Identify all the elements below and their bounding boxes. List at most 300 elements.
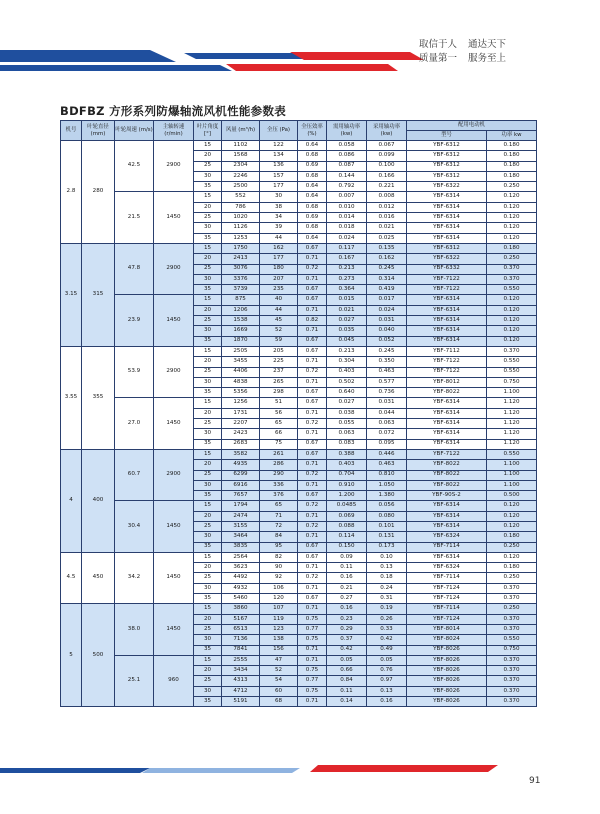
cell-airflow: 1731 bbox=[222, 408, 260, 418]
cell-blade-angle: 20 bbox=[194, 408, 222, 418]
cell-motor-power: 0.250 bbox=[487, 182, 537, 192]
cell-pressure: 136 bbox=[260, 161, 298, 171]
cell-motor-power: 1.120 bbox=[487, 398, 537, 408]
col-header-motor-type: 型号 bbox=[407, 131, 487, 141]
cell-used-power: 0.24 bbox=[367, 583, 407, 593]
cell-motor-power: 0.120 bbox=[487, 501, 537, 511]
cell-impeller-diameter: 400 bbox=[82, 449, 115, 552]
cell-tip-speed: 53.9 bbox=[115, 346, 154, 397]
cell-shaft-power: 0.038 bbox=[327, 408, 367, 418]
cell-motor-power: 0.370 bbox=[487, 594, 537, 604]
cell-blade-angle: 35 bbox=[194, 233, 222, 243]
cell-used-power: 0.095 bbox=[367, 439, 407, 449]
cell-used-power: 0.166 bbox=[367, 171, 407, 181]
cell-used-power: 0.31 bbox=[367, 594, 407, 604]
cell-used-power: 0.810 bbox=[367, 470, 407, 480]
cell-pressure: 71 bbox=[260, 511, 298, 521]
col-header-motor: 配用电动机 bbox=[407, 121, 537, 131]
cell-pressure: 84 bbox=[260, 532, 298, 542]
cell-used-power: 0.080 bbox=[367, 511, 407, 521]
cell-efficiency: 0.64 bbox=[298, 141, 327, 151]
cell-blade-angle: 15 bbox=[194, 604, 222, 614]
cell-used-power: 0.16 bbox=[367, 697, 407, 707]
cell-airflow: 1206 bbox=[222, 305, 260, 315]
cell-efficiency: 0.67 bbox=[298, 439, 327, 449]
cell-blade-angle: 15 bbox=[194, 655, 222, 665]
cell-pressure: 235 bbox=[260, 285, 298, 295]
cell-airflow: 4838 bbox=[222, 377, 260, 387]
cell-shaft-power: 0.23 bbox=[327, 614, 367, 624]
cell-blade-angle: 20 bbox=[194, 305, 222, 315]
cell-airflow: 3739 bbox=[222, 285, 260, 295]
cell-blade-angle: 25 bbox=[194, 573, 222, 583]
cell-shaft-power: 0.069 bbox=[327, 511, 367, 521]
cell-airflow: 2683 bbox=[222, 439, 260, 449]
table-row bbox=[61, 398, 537, 408]
cell-efficiency: 0.71 bbox=[298, 357, 327, 367]
cell-used-power: 0.245 bbox=[367, 346, 407, 356]
col-header-tip-speed: 叶轮周速 (m/s) bbox=[115, 121, 154, 141]
cell-motor-type: YBF-6314 bbox=[407, 511, 487, 521]
cell-pressure: 138 bbox=[260, 635, 298, 645]
cell-efficiency: 0.69 bbox=[298, 161, 327, 171]
cell-blade-angle: 30 bbox=[194, 429, 222, 439]
cell-motor-type: YBF-6314 bbox=[407, 233, 487, 243]
cell-motor-type: YBF-6312 bbox=[407, 243, 487, 253]
cell-motor-power: 0.250 bbox=[487, 542, 537, 552]
cell-blade-angle: 35 bbox=[194, 594, 222, 604]
cell-pressure: 40 bbox=[260, 295, 298, 305]
cell-blade-angle: 25 bbox=[194, 316, 222, 326]
cell-spindle-speed: 2900 bbox=[154, 141, 194, 192]
cell-efficiency: 0.72 bbox=[298, 264, 327, 274]
cell-efficiency: 0.72 bbox=[298, 470, 327, 480]
cell-airflow: 4935 bbox=[222, 460, 260, 470]
cell-airflow: 6299 bbox=[222, 470, 260, 480]
cell-used-power: 0.025 bbox=[367, 233, 407, 243]
cell-efficiency: 0.71 bbox=[298, 408, 327, 418]
cell-motor-power: 1.100 bbox=[487, 480, 537, 490]
cell-blade-angle: 20 bbox=[194, 254, 222, 264]
cell-shaft-power: 0.007 bbox=[327, 192, 367, 202]
cell-impeller-diameter: 450 bbox=[82, 552, 115, 603]
cell-used-power: 0.016 bbox=[367, 213, 407, 223]
cell-airflow: 1253 bbox=[222, 233, 260, 243]
cell-blade-angle: 30 bbox=[194, 223, 222, 233]
cell-motor-type: YBF-8026 bbox=[407, 666, 487, 676]
cell-motor-power: 0.180 bbox=[487, 151, 537, 161]
cell-pressure: 47 bbox=[260, 655, 298, 665]
cell-airflow: 4492 bbox=[222, 573, 260, 583]
cell-motor-type: YBF-7112 bbox=[407, 346, 487, 356]
cell-pressure: 177 bbox=[260, 182, 298, 192]
cell-efficiency: 0.72 bbox=[298, 367, 327, 377]
cell-used-power: 0.245 bbox=[367, 264, 407, 274]
cell-motor-power: 0.550 bbox=[487, 635, 537, 645]
cell-used-power: 0.26 bbox=[367, 614, 407, 624]
cell-spindle-speed: 2900 bbox=[154, 346, 194, 397]
col-header-efficiency: 全压效率 (%) bbox=[298, 121, 327, 141]
cell-motor-type: YBF-6314 bbox=[407, 408, 487, 418]
cell-pressure: 30 bbox=[260, 192, 298, 202]
cell-motor-power: 1.120 bbox=[487, 419, 537, 429]
cell-motor-type: YBF-6314 bbox=[407, 305, 487, 315]
cell-efficiency: 0.68 bbox=[298, 202, 327, 212]
cell-motor-power: 0.370 bbox=[487, 264, 537, 274]
cell-motor-type: YBF-7122 bbox=[407, 285, 487, 295]
cell-blade-angle: 35 bbox=[194, 542, 222, 552]
cell-blade-angle: 15 bbox=[194, 295, 222, 305]
cell-airflow: 3376 bbox=[222, 274, 260, 284]
cell-blade-angle: 25 bbox=[194, 367, 222, 377]
cell-used-power: 0.100 bbox=[367, 161, 407, 171]
slogan: 取信于人 bbox=[419, 39, 458, 50]
cell-motor-type: YBF-6324 bbox=[407, 532, 487, 542]
cell-blade-angle: 25 bbox=[194, 521, 222, 531]
cell-model: 2.8 bbox=[61, 141, 82, 244]
cell-airflow: 3464 bbox=[222, 532, 260, 542]
cell-blade-angle: 15 bbox=[194, 449, 222, 459]
cell-efficiency: 0.67 bbox=[298, 491, 327, 501]
cell-motor-power: 0.180 bbox=[487, 243, 537, 253]
cell-motor-type: YBF-8026 bbox=[407, 697, 487, 707]
cell-efficiency: 0.71 bbox=[298, 563, 327, 573]
cell-motor-type: YBF-6312 bbox=[407, 141, 487, 151]
cell-airflow: 6513 bbox=[222, 624, 260, 634]
cell-motor-power: 0.120 bbox=[487, 336, 537, 346]
cell-airflow: 3623 bbox=[222, 563, 260, 573]
cell-motor-type: YBF-6324 bbox=[407, 563, 487, 573]
cell-efficiency: 0.68 bbox=[298, 171, 327, 181]
cell-motor-power: 0.120 bbox=[487, 213, 537, 223]
cell-airflow: 2246 bbox=[222, 171, 260, 181]
cell-used-power: 0.052 bbox=[367, 336, 407, 346]
cell-blade-angle: 30 bbox=[194, 532, 222, 542]
cell-shaft-power: 0.16 bbox=[327, 604, 367, 614]
cell-efficiency: 0.71 bbox=[298, 460, 327, 470]
cell-motor-type: YBF-6314 bbox=[407, 439, 487, 449]
cell-pressure: 376 bbox=[260, 491, 298, 501]
cell-pressure: 44 bbox=[260, 305, 298, 315]
cell-pressure: 177 bbox=[260, 254, 298, 264]
cell-tip-speed: 42.5 bbox=[115, 141, 154, 192]
cell-motor-type: YBF-8022 bbox=[407, 480, 487, 490]
cell-efficiency: 0.75 bbox=[298, 635, 327, 645]
cell-shaft-power: 0.14 bbox=[327, 697, 367, 707]
cell-blade-angle: 35 bbox=[194, 388, 222, 398]
cell-shaft-power: 0.035 bbox=[327, 326, 367, 336]
cell-motor-type: YBF-6322 bbox=[407, 254, 487, 264]
cell-blade-angle: 15 bbox=[194, 398, 222, 408]
cell-pressure: 75 bbox=[260, 439, 298, 449]
cell-pressure: 34 bbox=[260, 213, 298, 223]
cell-shaft-power: 0.66 bbox=[327, 666, 367, 676]
cell-efficiency: 0.71 bbox=[298, 254, 327, 264]
cell-blade-angle: 20 bbox=[194, 563, 222, 573]
cell-efficiency: 0.68 bbox=[298, 223, 327, 233]
cell-pressure: 261 bbox=[260, 449, 298, 459]
cell-airflow: 1794 bbox=[222, 501, 260, 511]
col-header-shaft-power: 需用轴功率 (kw) bbox=[327, 121, 367, 141]
cell-motor-power: 1.120 bbox=[487, 408, 537, 418]
cell-used-power: 0.008 bbox=[367, 192, 407, 202]
slogan: 通达天下 bbox=[468, 39, 507, 50]
col-header-model: 机号 bbox=[61, 121, 82, 141]
cell-blade-angle: 30 bbox=[194, 686, 222, 696]
cell-motor-power: 0.500 bbox=[487, 491, 537, 501]
cell-shaft-power: 0.84 bbox=[327, 676, 367, 686]
table-row bbox=[61, 552, 537, 562]
cell-tip-speed: 25.1 bbox=[115, 655, 154, 706]
cell-pressure: 286 bbox=[260, 460, 298, 470]
cell-efficiency: 0.72 bbox=[298, 521, 327, 531]
cell-airflow: 5191 bbox=[222, 697, 260, 707]
cell-tip-speed: 27.0 bbox=[115, 398, 154, 449]
cell-airflow: 3155 bbox=[222, 521, 260, 531]
cell-blade-angle: 20 bbox=[194, 460, 222, 470]
cell-efficiency: 0.64 bbox=[298, 182, 327, 192]
cell-efficiency: 0.69 bbox=[298, 213, 327, 223]
cell-shaft-power: 0.027 bbox=[327, 316, 367, 326]
cell-used-power: 0.072 bbox=[367, 429, 407, 439]
page-number: 91 bbox=[529, 776, 541, 786]
cell-pressure: 56 bbox=[260, 408, 298, 418]
cell-airflow: 2413 bbox=[222, 254, 260, 264]
cell-pressure: 45 bbox=[260, 316, 298, 326]
cell-used-power: 0.135 bbox=[367, 243, 407, 253]
cell-efficiency: 0.71 bbox=[298, 429, 327, 439]
cell-shaft-power: 0.024 bbox=[327, 233, 367, 243]
page-title: BDFBZ 方形系列防爆轴流风机性能参数表 bbox=[60, 104, 287, 118]
cell-motor-power: 0.120 bbox=[487, 295, 537, 305]
cell-motor-type: YBF-8022 bbox=[407, 470, 487, 480]
cell-blade-angle: 35 bbox=[194, 285, 222, 295]
cell-efficiency: 0.71 bbox=[298, 480, 327, 490]
cell-motor-type: YBF-6314 bbox=[407, 326, 487, 336]
cell-blade-angle: 20 bbox=[194, 151, 222, 161]
cell-spindle-speed: 1450 bbox=[154, 552, 194, 603]
cell-efficiency: 0.67 bbox=[298, 388, 327, 398]
cell-pressure: 82 bbox=[260, 552, 298, 562]
table-row bbox=[61, 141, 537, 151]
cell-efficiency: 0.67 bbox=[298, 346, 327, 356]
cell-airflow: 5356 bbox=[222, 388, 260, 398]
cell-used-power: 0.10 bbox=[367, 552, 407, 562]
cell-shaft-power: 0.0485 bbox=[327, 501, 367, 511]
cell-motor-type: YBF-7114 bbox=[407, 573, 487, 583]
cell-efficiency: 0.68 bbox=[298, 151, 327, 161]
cell-used-power: 0.463 bbox=[367, 367, 407, 377]
cell-used-power: 0.021 bbox=[367, 223, 407, 233]
cell-shaft-power: 0.11 bbox=[327, 563, 367, 573]
cell-motor-power: 0.120 bbox=[487, 511, 537, 521]
cell-blade-angle: 20 bbox=[194, 202, 222, 212]
cell-used-power: 0.012 bbox=[367, 202, 407, 212]
cell-used-power: 0.13 bbox=[367, 563, 407, 573]
cell-pressure: 65 bbox=[260, 501, 298, 511]
cell-airflow: 2555 bbox=[222, 655, 260, 665]
cell-motor-power: 0.120 bbox=[487, 192, 537, 202]
cell-efficiency: 0.75 bbox=[298, 614, 327, 624]
cell-blade-angle: 25 bbox=[194, 264, 222, 274]
cell-tip-speed: 38.0 bbox=[115, 604, 154, 655]
cell-shaft-power: 0.055 bbox=[327, 419, 367, 429]
col-header-blade-angle: 叶片角度 [°] bbox=[194, 121, 222, 141]
cell-motor-type: YBF-6314 bbox=[407, 429, 487, 439]
cell-motor-power: 0.370 bbox=[487, 583, 537, 593]
cell-motor-type: YBF-6332 bbox=[407, 264, 487, 274]
cell-shaft-power: 0.018 bbox=[327, 223, 367, 233]
cell-airflow: 6916 bbox=[222, 480, 260, 490]
cell-used-power: 0.067 bbox=[367, 141, 407, 151]
cell-motor-power: 0.180 bbox=[487, 563, 537, 573]
cell-efficiency: 0.71 bbox=[298, 274, 327, 284]
cell-used-power: 0.33 bbox=[367, 624, 407, 634]
cell-model: 5 bbox=[61, 604, 82, 707]
cell-shaft-power: 0.910 bbox=[327, 480, 367, 490]
cell-pressure: 52 bbox=[260, 326, 298, 336]
cell-efficiency: 0.72 bbox=[298, 419, 327, 429]
cell-blade-angle: 15 bbox=[194, 141, 222, 151]
cell-efficiency: 0.64 bbox=[298, 192, 327, 202]
cell-pressure: 107 bbox=[260, 604, 298, 614]
cell-motor-type: YBF-7124 bbox=[407, 583, 487, 593]
slogan: 服务至上 bbox=[468, 53, 507, 64]
cell-motor-power: 0.370 bbox=[487, 655, 537, 665]
cell-pressure: 162 bbox=[260, 243, 298, 253]
cell-blade-angle: 25 bbox=[194, 161, 222, 171]
cell-pressure: 92 bbox=[260, 573, 298, 583]
cell-motor-power: 0.180 bbox=[487, 171, 537, 181]
cell-airflow: 552 bbox=[222, 192, 260, 202]
cell-used-power: 0.017 bbox=[367, 295, 407, 305]
cell-shaft-power: 0.014 bbox=[327, 213, 367, 223]
cell-motor-power: 0.370 bbox=[487, 274, 537, 284]
cell-used-power: 0.101 bbox=[367, 521, 407, 531]
cell-airflow: 2423 bbox=[222, 429, 260, 439]
cell-used-power: 1.050 bbox=[367, 480, 407, 490]
cell-motor-type: YBF-7122 bbox=[407, 449, 487, 459]
cell-shaft-power: 0.010 bbox=[327, 202, 367, 212]
cell-shaft-power: 0.114 bbox=[327, 532, 367, 542]
cell-spindle-speed: 1450 bbox=[154, 604, 194, 655]
cell-motor-power: 0.550 bbox=[487, 449, 537, 459]
cell-airflow: 1126 bbox=[222, 223, 260, 233]
cell-efficiency: 0.71 bbox=[298, 511, 327, 521]
cell-shaft-power: 0.304 bbox=[327, 357, 367, 367]
cell-shaft-power: 0.213 bbox=[327, 346, 367, 356]
cell-pressure: 106 bbox=[260, 583, 298, 593]
cell-shaft-power: 0.11 bbox=[327, 686, 367, 696]
cell-blade-angle: 15 bbox=[194, 243, 222, 253]
cell-used-power: 0.42 bbox=[367, 635, 407, 645]
cell-blade-angle: 25 bbox=[194, 624, 222, 634]
cell-impeller-diameter: 355 bbox=[82, 346, 115, 449]
cell-used-power: 0.97 bbox=[367, 676, 407, 686]
cell-efficiency: 0.67 bbox=[298, 594, 327, 604]
cell-shaft-power: 0.083 bbox=[327, 439, 367, 449]
cell-motor-type: YBF-7114 bbox=[407, 604, 487, 614]
cell-blade-angle: 25 bbox=[194, 213, 222, 223]
cell-motor-power: 0.550 bbox=[487, 357, 537, 367]
cell-pressure: 180 bbox=[260, 264, 298, 274]
cell-efficiency: 0.71 bbox=[298, 377, 327, 387]
cell-motor-type: YBF-6314 bbox=[407, 223, 487, 233]
table-row bbox=[61, 295, 537, 305]
col-header-airflow: 风量 (m³/h) bbox=[222, 121, 260, 141]
cell-motor-power: 0.750 bbox=[487, 377, 537, 387]
cell-motor-type: YBF-7122 bbox=[407, 357, 487, 367]
slogan: 质量第一 bbox=[419, 53, 458, 64]
cell-airflow: 1020 bbox=[222, 213, 260, 223]
cell-efficiency: 0.71 bbox=[298, 305, 327, 315]
cell-motor-type: YBF-8022 bbox=[407, 388, 487, 398]
cell-efficiency: 0.71 bbox=[298, 655, 327, 665]
cell-motor-power: 0.180 bbox=[487, 161, 537, 171]
col-header-pressure: 全压 (Pa) bbox=[260, 121, 298, 141]
cell-blade-angle: 25 bbox=[194, 676, 222, 686]
cell-motor-power: 0.750 bbox=[487, 645, 537, 655]
cell-pressure: 38 bbox=[260, 202, 298, 212]
cell-used-power: 0.173 bbox=[367, 542, 407, 552]
cell-shaft-power: 1.200 bbox=[327, 491, 367, 501]
cell-blade-angle: 15 bbox=[194, 192, 222, 202]
cell-airflow: 1870 bbox=[222, 336, 260, 346]
cell-motor-power: 0.370 bbox=[487, 666, 537, 676]
cell-motor-type: YBF-6312 bbox=[407, 161, 487, 171]
cell-spindle-speed: 1450 bbox=[154, 501, 194, 552]
cell-shaft-power: 0.792 bbox=[327, 182, 367, 192]
cell-efficiency: 0.75 bbox=[298, 666, 327, 676]
cell-blade-angle: 30 bbox=[194, 377, 222, 387]
cell-efficiency: 0.67 bbox=[298, 285, 327, 295]
cell-motor-type: YBF-7122 bbox=[407, 367, 487, 377]
cell-pressure: 39 bbox=[260, 223, 298, 233]
cell-used-power: 0.221 bbox=[367, 182, 407, 192]
cell-motor-type: YBF-6314 bbox=[407, 336, 487, 346]
cell-model: 3.15 bbox=[61, 243, 82, 346]
cell-airflow: 1538 bbox=[222, 316, 260, 326]
cell-airflow: 1669 bbox=[222, 326, 260, 336]
footer-color-band bbox=[0, 765, 600, 781]
table-row bbox=[61, 449, 537, 459]
cell-spindle-speed: 1450 bbox=[154, 295, 194, 346]
cell-motor-power: 1.120 bbox=[487, 429, 537, 439]
cell-blade-angle: 25 bbox=[194, 470, 222, 480]
cell-motor-type: YBF-6312 bbox=[407, 171, 487, 181]
cell-airflow: 2474 bbox=[222, 511, 260, 521]
cell-spindle-speed: 1450 bbox=[154, 192, 194, 243]
cell-pressure: 123 bbox=[260, 624, 298, 634]
cell-efficiency: 0.67 bbox=[298, 398, 327, 408]
cell-pressure: 51 bbox=[260, 398, 298, 408]
cell-shaft-power: 0.640 bbox=[327, 388, 367, 398]
cell-airflow: 2500 bbox=[222, 182, 260, 192]
cell-motor-type: YBF-6314 bbox=[407, 213, 487, 223]
cell-airflow: 5167 bbox=[222, 614, 260, 624]
cell-blade-angle: 20 bbox=[194, 511, 222, 521]
cell-airflow: 1256 bbox=[222, 398, 260, 408]
cell-motor-type: YBF-8014 bbox=[407, 624, 487, 634]
cell-used-power: 0.063 bbox=[367, 419, 407, 429]
cell-blade-angle: 30 bbox=[194, 583, 222, 593]
cell-motor-type: YBF-8026 bbox=[407, 645, 487, 655]
cell-motor-type: YBF-7114 bbox=[407, 542, 487, 552]
cell-motor-type: YBF-6314 bbox=[407, 501, 487, 511]
cell-motor-type: YBF-6322 bbox=[407, 182, 487, 192]
cell-blade-angle: 25 bbox=[194, 419, 222, 429]
table-row bbox=[61, 604, 537, 614]
